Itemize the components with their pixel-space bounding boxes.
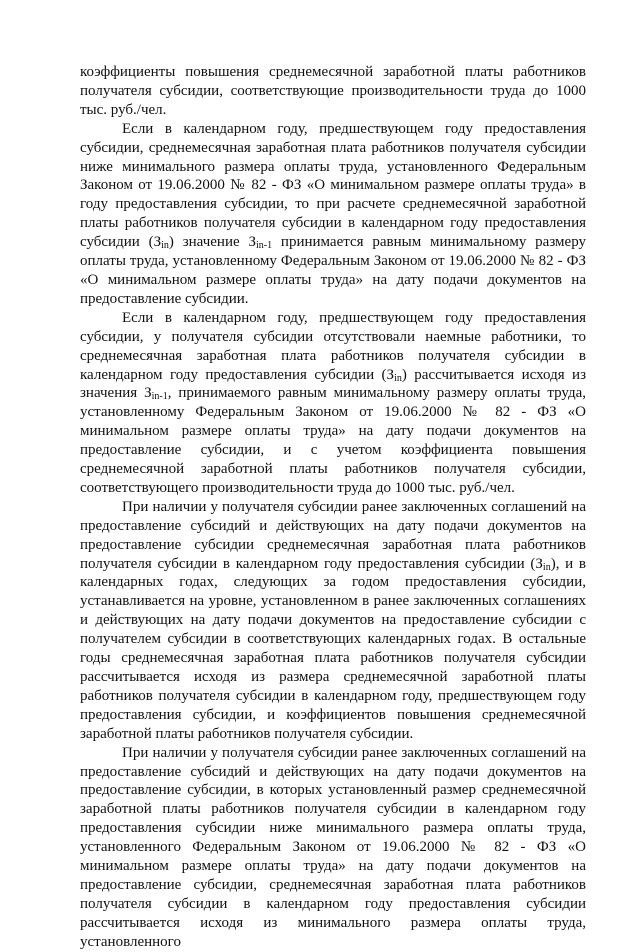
paragraph-p4 [80, 744, 586, 952]
paragraph-text: Если в календарном году, предшествующем году предоставления субсидии, у получателя субсидии отсутствовали наемные работники, то среднемесячная заработная плата работников получателя субсидии в календарном году предоставления субсидии (З [80, 309, 586, 383]
paragraph-text: , принимаемого равным минимальному размеру оплаты труда, установленному Федеральным Законом от 19.06.2000 № 82 - ФЗ «О минимальном размере оплаты труда» на дату подачи документов на предоставление субсидии, и с учетом коэффициента повышения среднемесячной заработной платы работников получателя субсидии, соответствующего производительности труда до 1000 тыс. руб./чел. [80, 385, 586, 496]
paragraph-p1 [80, 120, 586, 309]
subscript-index: in [542, 561, 551, 573]
subscript-index: in [161, 240, 169, 252]
paragraph-text: ) рассчитывается исходя из значения З [80, 366, 587, 402]
paragraph-p2 [80, 309, 586, 498]
paragraph-text: ) значение З [168, 234, 256, 251]
paragraph-text: коэффициенты повышения среднемесячной заработной платы работников получателя субсидии, соответствующие производительности труда до 1000 тыс. руб./чел. [80, 64, 586, 118]
paragraph-text: При наличии у получателя субсидии ранее заключенных соглашений на предоставление субсидий и действующих на дату подачи документов на предоставление субсидии среднемесячная заработная плата работников получателя субсидии в календарном году предоставления субсидии (З [80, 498, 586, 572]
paragraph-text: принимается равным минимальному размеру оплаты труда, установленному Федеральным Законом от 19.06.2000 № 82 - ФЗ «О минимальном размере оплаты труда» на дату подачи документов на предоставление субсидии. [80, 234, 586, 307]
paragraph-text: ), и в календарных годах, следующих за годом предоставления субсидии, устанавливается на уровне, установленном в ранее заключенных соглашениях и действующих на дату подачи документов на предоставление субсидии с получателем субсидии в соответствующих календарных годах. В остальные годы среднемесячная заработная плата работников получателя субсидии рассчитывается исходя из размера среднемесячной заработной платы работников получателя субсидии в календарном году, предшествующем году предоставления субсидии, и коэффициентов повышения среднемесячной заработной платы работников получателя субсидии. [80, 555, 586, 742]
document-body [80, 63, 586, 952]
paragraph-text: При наличии у получателя субсидии ранее заключенных соглашений на предоставление субсидий и действующих на дату подачи документов на предоставление субсидии, в которых установленный размер среднемесячной заработной платы работников получателя субсидии в календарном году предоставления субсидии ниже минимального размера оплаты труда, установленного Федеральным Законом от 19.06.2000 № 82 - ФЗ «О минимальном размере оплаты труда» на дату подачи документов на предоставление субсидии, среднемесячная заработная плата работников получателя субсидии в календарном году предоставления субсидии рассчитывается исходя из минимального размера оплаты труда, установленного [80, 744, 586, 950]
paragraph-p0 [80, 63, 586, 120]
subscript-index: in-1 [255, 240, 273, 252]
subscript-index: in [394, 372, 402, 384]
paragraph-p3 [80, 498, 586, 744]
paragraph-text: Если в календарном году, предшествующем году предоставления субсидии, среднемесячная заработная плата работников получателя субсидии ниже минимального размера оплаты труда, установленного Федеральным Законом от 19.06.2000 № 82 - ФЗ «О минимальном размере оплаты труда» в году предоставления субсидии, то при расчете среднемесячной заработной платы работников получателя субсидии в календарном году предоставления субсидии (З [80, 120, 586, 251]
subscript-index: in-1 [151, 391, 168, 403]
